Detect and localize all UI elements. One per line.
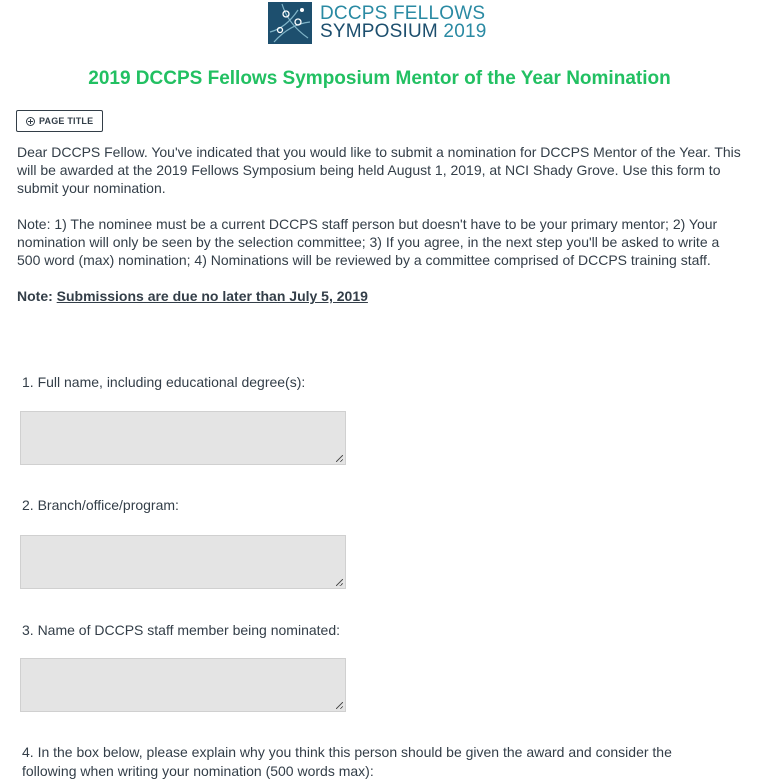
due-date-text: Submissions are due no later than July 5, 2019	[56, 288, 368, 304]
resize-handle-icon[interactable]	[336, 579, 343, 586]
question-1-label: 1. Full name, including educational degree(s):	[22, 374, 306, 390]
logo-fellows: FELLOWS	[393, 3, 486, 24]
logo-text	[320, 5, 487, 41]
note-paragraph: Note: 1) The nominee must be a current DCCPS staff person but doesn't have to be your primary mentor; 2) Your nomination will only be seen by the selection committee; 3) If you agree, in the next step you'll be asked to write a 500 word (max) nomination; 4) Nominations will be reviewed by a committee comprised of DCCPS training staff.	[17, 216, 720, 268]
network-logo-icon	[268, 2, 312, 44]
question-3-textarea[interactable]	[20, 658, 346, 712]
resize-handle-icon[interactable]	[336, 455, 343, 462]
question-4-label: 4. In the box below, please explain why you think this person should be given the award and consider the following when writing your nomination (500 words max):	[22, 744, 672, 779]
due-date-note	[17, 287, 745, 305]
page-title-label: PAGE TITLE	[39, 116, 94, 126]
question-2-label: 2. Branch/office/program:	[22, 497, 179, 513]
intro-paragraph: Dear DCCPS Fellow. You've indicated that you would like to submit a nomination for DCCPS Mentor of the Year. This will be awarded at the 2019 Fellows Symposium being held August 1, 2019, at NCI Shady Grove. Use this form to submit your nomination.	[17, 144, 741, 196]
symposium-logo	[268, 2, 487, 44]
logo-year: 2019	[443, 21, 487, 42]
question-1-textarea[interactable]	[20, 411, 346, 465]
question-2-textarea[interactable]	[20, 535, 346, 589]
question-3-label: 3. Name of DCCPS staff member being nominated:	[22, 622, 341, 638]
add-page-title-button[interactable]	[16, 110, 103, 132]
resize-handle-icon[interactable]	[336, 702, 343, 709]
plus-circle-icon	[26, 117, 35, 126]
logo-brand: DCCPS	[320, 3, 388, 24]
survey-title: 2019 DCCPS Fellows Symposium Mentor of the Year Nomination	[88, 68, 671, 89]
logo-symposium: SYMPOSIUM	[320, 21, 438, 42]
survey-intro	[17, 143, 745, 305]
due-prefix: Note:	[17, 288, 53, 304]
